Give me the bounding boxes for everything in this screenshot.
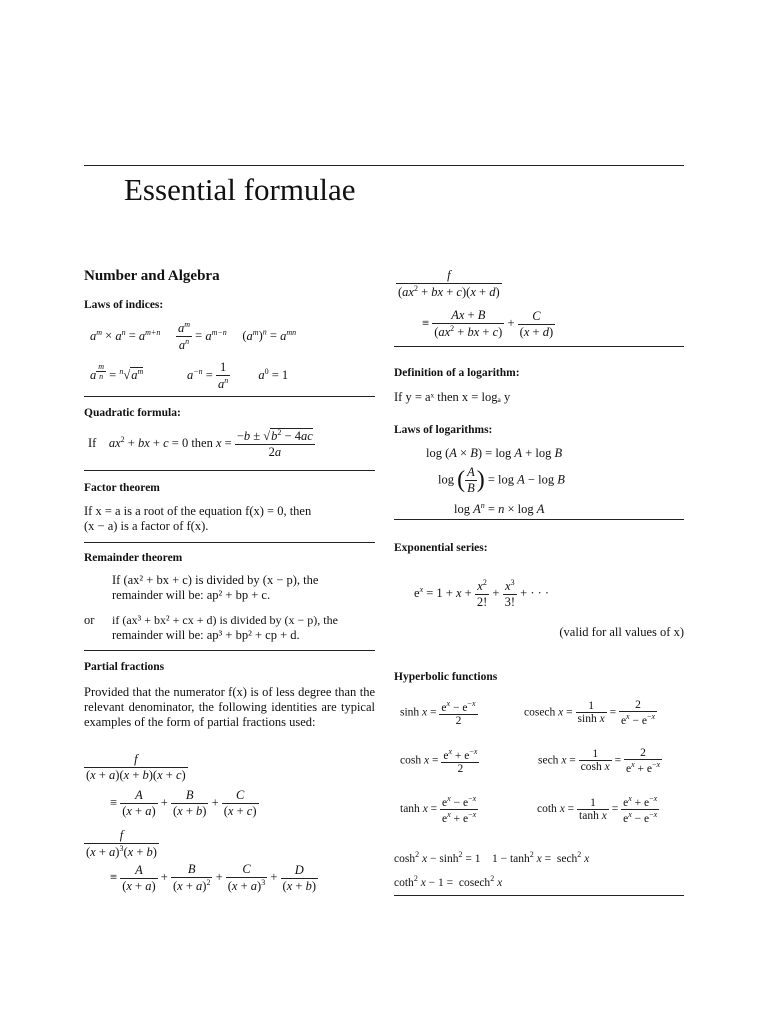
partial-fraction-3-rhs: ≡ $\frac{Ax + B}{(ax^2 + bx + c)}$ + $\frac{C}{(x + d)}$	[422, 308, 554, 340]
divider	[84, 542, 375, 543]
top-rule	[84, 165, 684, 166]
quadratic-if: If	[88, 435, 97, 450]
hyperbolic-coth: coth x = $\frac{1}{\text{tanh x}}$ = $\frac{e^x + e^{-x}}{e^x - e^{-x}}$	[537, 794, 658, 825]
exponential-series-validity: (valid for all values of x)	[559, 625, 684, 639]
divider	[84, 396, 375, 397]
divider	[394, 346, 684, 347]
partial-fraction-2-lhs: $\frac{f}{(x + a)^3(x + b)}$	[86, 828, 157, 860]
partial-fraction-1-rhs: ≡ $\frac{A}{(x + a)}$ + $\frac{B}{(x + b)}$ + $\frac{C}{(x + c)}$	[110, 788, 257, 818]
log-law-power: $\log A^n = n \times \log A$	[454, 501, 545, 517]
partial-fraction-1-lhs: $\frac{f}{(x + a)(x + b)(x + c)}$	[86, 752, 186, 782]
indices-row-2: a $^{\frac{m}{n}}$ = $^n√a^m$ $a^{-n}$ = $\frac{1}{a^n}$ $a^0 = 1$	[90, 360, 289, 392]
remainder-text-2b: remainder will be: ap³ + bp² + cp + d.	[112, 628, 300, 642]
hyperbolic-functions-heading: Hyperbolic functions	[394, 671, 498, 683]
log-law-product: log (A × B) = log A + log B	[426, 446, 563, 460]
divider	[394, 895, 684, 896]
remainder-text-1b: remainder will be: ap² + bp + c.	[112, 588, 271, 602]
quadratic-heading: Quadratic formula:	[84, 407, 181, 419]
hyperbolic-identities-1: $\cosh^2 x - \sinh^2 = 1$ $1 - \tanh^2 x = \sec h^2$ x	[394, 850, 590, 865]
divider	[394, 519, 684, 520]
factor-theorem-heading: Factor theorem	[84, 482, 160, 494]
remainder-text-2a: if (ax³ + bx² + cx + d) is divided by (x − p), the	[112, 613, 338, 627]
logarithm-definition-text: If y = aˣ then x = logₐ y	[394, 390, 511, 404]
partial-fraction-2-rhs: ≡ $\frac{A}{(x + a)}$ + $\frac{B}{(x + a)^2}$ + $\frac{C}{(x + a)^3}$ + $\frac{D}{(x + b)}$	[110, 862, 316, 894]
exponential-series-formula: $e^x = 1 + x$ + $\frac{x^2}{2!}$ + $\frac{x^3}{3!}$ + · · ·	[414, 578, 550, 610]
page-title: Essential formulae	[124, 172, 356, 207]
remainder-or: or	[84, 613, 95, 627]
hyperbolic-tanh: tanh x = $\frac{e^x - e^{-x}}{e^x + e^{-x}}$	[400, 794, 477, 825]
laws-of-indices-heading: Laws of indices:	[84, 299, 164, 311]
hyperbolic-sinh: sinh x = $\frac{e^x - e^{-x}}{2}$	[400, 699, 476, 727]
factor-theorem-text-1: If x = a is a root of the equation f(x) = 0, then	[84, 504, 312, 518]
hyperbolic-sech: sech x = $\frac{1}{\text{cosh x}}$ = $\frac{2}{e^x + e^{-x}}$	[538, 747, 661, 775]
exponential-series-heading: Exponential series:	[394, 542, 488, 554]
remainder-theorem-heading: Remainder theorem	[84, 552, 183, 564]
section-number-algebra: Number and Algebra	[84, 268, 220, 284]
laws-of-logarithms-heading: Laws of logarithms:	[394, 424, 493, 436]
factor-theorem-text-2: (x − a) is a factor of f(x).	[84, 519, 209, 533]
partial-fractions-text: Provided that the numerator f(x) is of less degree than the relevant denominator, the following identities are typical examples of the form of partial fractions used:	[84, 685, 375, 729]
quadratic-formula: If $ax^2$ + bx + c = 0 then x = $\frac{-b \pm √b^2 - 4ac}{2a}$	[88, 428, 313, 460]
divider	[84, 650, 375, 651]
divider	[84, 470, 375, 471]
logarithm-definition-heading: Definition of a logarithm:	[394, 367, 520, 379]
hyperbolic-identities-2: coth$^2$ x − 1 = cosech$^2$ x	[394, 874, 503, 889]
indices-row-1: $a^m \times a^n = a^{m+n}$ $\frac{a^m}{a^n}$ = $a^{m-n}$ $(a^m)^n = a^{mn}$	[90, 320, 297, 353]
hyperbolic-cosech: cosech x = $\frac{1}{\text{sinh x}}$ = $\frac{2}{e^x - e^{-x}}$	[524, 699, 656, 727]
hyperbolic-cosh: cosh x = $\frac{e^x + e^{-x}}{2}$	[400, 747, 478, 775]
partial-fractions-heading: Partial fractions	[84, 661, 165, 673]
remainder-text-1a: If (ax² + bx + c) is divided by (x − p), the	[112, 573, 319, 587]
quadratic-then: then	[191, 435, 213, 450]
partial-fraction-3-lhs: $\frac{f}{(ax^2 + bx + c)(x + d)}$	[398, 268, 500, 300]
log-law-quotient: log ( $\frac{A}{B}$ ) = log A − log B	[438, 465, 565, 495]
